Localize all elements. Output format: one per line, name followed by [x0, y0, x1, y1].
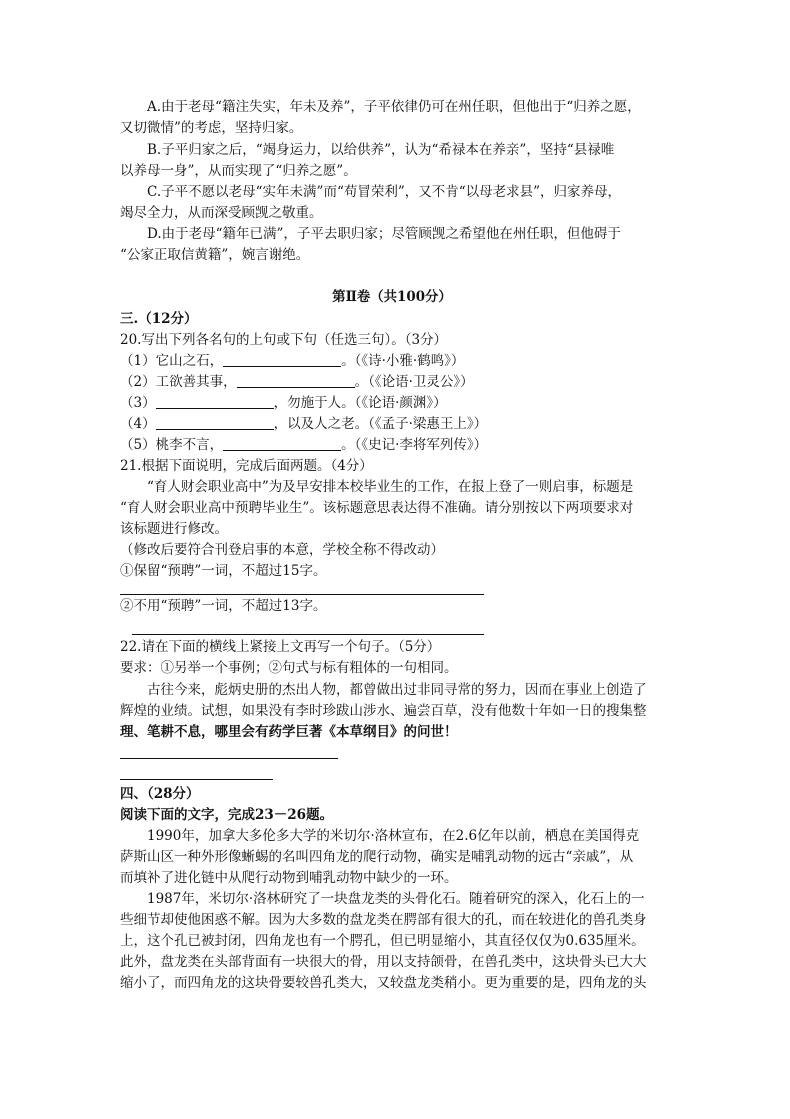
q20-item-4-blank[interactable] — [156, 415, 274, 430]
q22-requirement: 要求：①另举一个事例；②句式与标有粗体的一句相同。 — [120, 660, 458, 676]
para2-line4: 此外，盘龙类在头部背面有一块很大的骨，用以支持颌骨，在兽孔类中，这块骨头已大大 — [120, 954, 647, 970]
q20-item-1-blank[interactable] — [223, 352, 341, 367]
q20-item-2 — [120, 372, 474, 393]
q20-prompt: 20.写出下列各名句的上句或下句（任选三句）。（3分） — [120, 332, 448, 348]
q20-item-4-pre: （4） — [120, 416, 156, 432]
q20-item-3-post: ，勿施于人。（《论语·颜渊》） — [273, 395, 447, 411]
q20-item-2-pre: （2）工欲善其事， — [120, 374, 237, 390]
q20-item-1 — [120, 351, 464, 372]
para2-line5: 缩小了，而四角龙的这块骨要较兽孔类大，又较盘龙类稍小。更为重要的是，四角龙的头 — [120, 975, 647, 991]
option-c-line1: C.子平不愿以老母“实年未满”而“苟冒荣利”，又不肯“以母老求县”，归家养母， — [147, 184, 622, 200]
q21-answer-line-1[interactable] — [120, 594, 484, 595]
q22-answer-line-2[interactable] — [120, 779, 273, 780]
para2-line2: 些细节却使他困惑不解。因为大多数的盘龙类在腭部有很大的孔，而在较进化的兽孔类身 — [120, 912, 647, 928]
option-a-line2: 又切微情”的考虑，坚持归家。 — [120, 120, 303, 136]
option-b-line2: 以养母一身”，从而实现了“归养之愿”。 — [120, 163, 357, 179]
q20-item-5-pre: （5）桃李不言， — [120, 437, 224, 453]
q22-body-line3: 理、笔耕不息，哪里会有药学巨著《本草纲目》的问世！ — [120, 724, 458, 740]
q21-note: （修改后要符合刊登启事的本意，学校全称不得改动） — [120, 542, 444, 558]
option-c-line2: 竭尽全力，从而深受顾觊之敬重。 — [120, 205, 323, 221]
q20-item-5-blank[interactable] — [223, 436, 341, 451]
section4-instruction: 阅读下面的文字，完成23－26题。 — [120, 807, 334, 823]
para1-line3: 而填补了进化链中从爬行动物到哺乳动物中缺少的一环。 — [120, 870, 458, 886]
para1-line2: 萨斯山区一种外形像蜥蜴的名叫四角龙的爬行动物，确实是哺乳动物的远古“亲戚”，从 — [120, 849, 634, 865]
section3-heading: 三.（12分） — [120, 311, 198, 327]
q20-item-2-post: 。（《论语·卫灵公》） — [354, 374, 474, 390]
q20-item-4 — [120, 414, 487, 435]
section4-heading: 四、（28分） — [120, 786, 200, 802]
q22-body-line2: 辉煌的业绩。试想，如果没有李时珍跋山涉水、遍尝百草，没有他数十年如一日的搜集整 — [120, 703, 647, 719]
q21-req2: ②不用“预聘”一词，不超过13字。 — [120, 598, 327, 614]
q20-item-2-blank[interactable] — [237, 373, 355, 388]
q20-item-1-post: 。（《诗·小雅·鹤鸣》） — [341, 353, 465, 369]
q20-item-1-pre: （1）它山之石， — [120, 353, 224, 369]
q20-item-5-post: 。（《史记·李将军列传》） — [341, 437, 488, 453]
q22-answer-line-1[interactable] — [120, 758, 338, 759]
q20-item-4-post: ，以及人之老。（《孟子·梁惠王上》） — [273, 416, 488, 432]
volume-title: 第Ⅱ卷（共100分） — [332, 289, 452, 305]
q22-prompt: 22.请在下面的横线上紧接上文再写一个句子。（5分） — [120, 639, 441, 655]
para2-line1: 1987年，米切尔·洛林研究了一块盘龙类的头骨化石。随着研究的深入，化石上的一 — [147, 891, 645, 907]
q21-body-line1: “育人财会职业高中”为及早安排本校毕业生的工作，在报上登了一则启事，标题是 — [147, 479, 634, 495]
option-a-line1: A.由于老母“籍注失实，年未及养”，子平依律仍可在州任职，但他出于“归养之愿， — [147, 99, 641, 115]
q20-item-3-blank[interactable] — [156, 394, 274, 409]
q21-body-line3: 该标题进行修改。 — [120, 521, 228, 537]
q22-body-line1: 古往今来，彪炳史册的杰出人物，都曾做出过非同寻常的努力，因而在事业上创造了 — [147, 682, 647, 698]
q21-prompt: 21.根据下面说明，完成后面两题。（4分） — [120, 458, 373, 474]
option-d-line1: D.由于老母“籍年已满”，子平去职归家；尽管顾觊之希望他在州任职，但他碍于 — [147, 226, 621, 242]
q21-answer-line-2[interactable] — [132, 634, 484, 635]
para1-line1: 1990年，加拿大多伦多大学的米切尔·洛林宣布，在2.6亿年以前，栖息在美国得克 — [147, 828, 640, 844]
q20-item-3 — [120, 393, 447, 414]
option-b-line1: B.子平归家之后，“竭身运力，以给供养”，认为“希禄本在养亲”，坚持“县禄唯 — [147, 142, 615, 158]
q21-req1: ①保留“预聘”一词，不超过15字。 — [120, 563, 327, 579]
q20-item-5 — [120, 435, 487, 456]
option-d-line2: “公家正取信黄籍”，婉言谢绝。 — [120, 247, 310, 263]
para2-line3: 上，这个孔已被封闭，四角龙也有一个腭孔，但已明显缩小，其直径仅仅为0.635厘米。 — [120, 933, 645, 949]
q20-item-3-pre: （3） — [120, 395, 156, 411]
q21-body-line2: “育人财会职业高中预聘毕业生”。该标题意思表达得不准确。请分别按以下两项要求对 — [120, 500, 634, 516]
